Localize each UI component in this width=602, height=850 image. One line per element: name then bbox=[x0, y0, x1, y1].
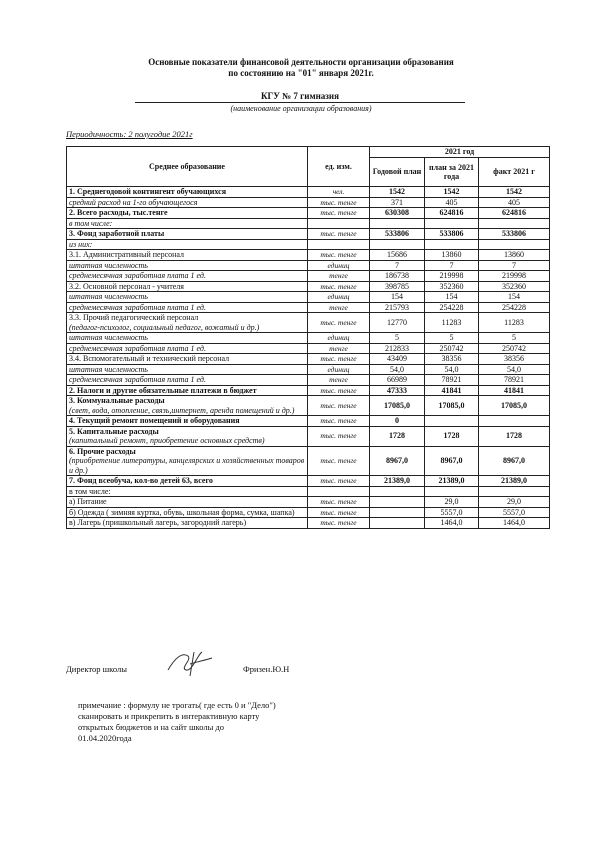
row-label: среднемесячная заработная плата 1 ед. bbox=[67, 343, 308, 354]
col-header-plan: Годовой план bbox=[370, 158, 425, 187]
row-value-v2: 41841 bbox=[425, 385, 479, 396]
row-value-v1: 47333 bbox=[370, 385, 425, 396]
table-row bbox=[67, 354, 550, 365]
table-row bbox=[67, 281, 550, 292]
row-value-v3: 5 bbox=[479, 333, 550, 344]
table-row bbox=[67, 497, 550, 508]
row-value-v3: 8967,0 bbox=[479, 446, 550, 476]
row-value-v2: 533806 bbox=[425, 229, 479, 240]
table-row bbox=[67, 476, 550, 487]
row-value-v2: 7 bbox=[425, 260, 479, 271]
row-value-v1: 0 bbox=[370, 416, 425, 427]
row-value-v2: 5557,0 bbox=[425, 507, 479, 518]
row-label: в) Лагерь (пришкольный лагерь, загородний лагерь) bbox=[67, 518, 308, 529]
periodicity: Периодичность: 2 полугодие 2021г bbox=[66, 129, 193, 139]
row-label: 3.4. Вспомогательный и технический персонал bbox=[67, 354, 308, 365]
row-value-v2: 250742 bbox=[425, 343, 479, 354]
row-label: среднемесячная заработная плата 1 ед. bbox=[67, 302, 308, 313]
row-value-v2: 1728 bbox=[425, 426, 479, 446]
row-unit bbox=[308, 218, 370, 229]
row-label: 3.1. Административный персонал bbox=[67, 250, 308, 261]
row-value-v3: 154 bbox=[479, 292, 550, 303]
table-row bbox=[67, 343, 550, 354]
row-value-v1: 186738 bbox=[370, 271, 425, 282]
row-value-v3: 5557,0 bbox=[479, 507, 550, 518]
table-row bbox=[67, 250, 550, 261]
row-value-v1 bbox=[370, 518, 425, 529]
org-name: КГУ № 7 гимназия bbox=[261, 91, 339, 101]
row-value-v2: 405 bbox=[425, 197, 479, 208]
row-value-v1: 8967,0 bbox=[370, 446, 425, 476]
row-unit: тыс. тенге bbox=[308, 354, 370, 365]
table-row bbox=[67, 486, 550, 497]
col-header-fact: факт 2021 г bbox=[479, 158, 550, 187]
row-unit: тыс. тенге bbox=[308, 250, 370, 261]
row-value-v1: 21389,0 bbox=[370, 476, 425, 487]
doc-title-line2: по состоянию на "01" января 2021г. bbox=[228, 68, 374, 78]
row-value-v1: 54,0 bbox=[370, 364, 425, 375]
row-value-v3: 533806 bbox=[479, 229, 550, 240]
row-unit: единиц bbox=[308, 260, 370, 271]
row-value-v2: 13860 bbox=[425, 250, 479, 261]
note-line-1: примечание : формулу не трогать( где есть 0 и "Дело") bbox=[78, 700, 276, 710]
row-value-v1: 7 bbox=[370, 260, 425, 271]
table-row bbox=[67, 507, 550, 518]
row-unit: тыс. тенге bbox=[308, 446, 370, 476]
row-value-v3: 78921 bbox=[479, 375, 550, 386]
row-unit: чел. bbox=[308, 187, 370, 198]
row-value-v2: 1464,0 bbox=[425, 518, 479, 529]
row-value-v2: 154 bbox=[425, 292, 479, 303]
row-label: 2. Всего расходы, тыс.тенге bbox=[67, 208, 308, 219]
row-value-v3 bbox=[479, 486, 550, 497]
table-row bbox=[67, 385, 550, 396]
row-value-v3: 29,0 bbox=[479, 497, 550, 508]
table-row bbox=[67, 333, 550, 344]
row-value-v1: 371 bbox=[370, 197, 425, 208]
row-value-v3: 405 bbox=[479, 197, 550, 208]
row-value-v1 bbox=[370, 486, 425, 497]
table-row bbox=[67, 239, 550, 250]
table-row bbox=[67, 416, 550, 427]
row-value-v1: 533806 bbox=[370, 229, 425, 240]
row-value-v2: 1542 bbox=[425, 187, 479, 198]
row-value-v2 bbox=[425, 486, 479, 497]
row-value-v2: 5 bbox=[425, 333, 479, 344]
row-value-v3 bbox=[479, 416, 550, 427]
row-value-v2: 29,0 bbox=[425, 497, 479, 508]
table-row bbox=[67, 396, 550, 416]
row-unit: тыс. тенге bbox=[308, 416, 370, 427]
table-row bbox=[67, 364, 550, 375]
row-unit: тенге bbox=[308, 302, 370, 313]
row-label: штатная численность bbox=[67, 260, 308, 271]
row-label: б) Одежда ( зимняя куртка, обувь, школьная форма, сумка, шапка) bbox=[67, 507, 308, 518]
col-header-plan2: план за 2021 года bbox=[425, 158, 479, 187]
row-label: из них: bbox=[67, 239, 308, 250]
row-value-v3: 7 bbox=[479, 260, 550, 271]
row-value-v3: 352360 bbox=[479, 281, 550, 292]
row-unit bbox=[308, 239, 370, 250]
row-value-v1: 5 bbox=[370, 333, 425, 344]
table-row bbox=[67, 313, 550, 333]
row-unit: единиц bbox=[308, 333, 370, 344]
row-value-v3: 1728 bbox=[479, 426, 550, 446]
row-label: штатная численность bbox=[67, 292, 308, 303]
row-value-v3: 624816 bbox=[479, 208, 550, 219]
row-value-v3: 41841 bbox=[479, 385, 550, 396]
row-value-v3: 54,0 bbox=[479, 364, 550, 375]
row-value-v1: 630308 bbox=[370, 208, 425, 219]
col-header-name: Среднее образование bbox=[67, 147, 308, 187]
row-value-v3: 38356 bbox=[479, 354, 550, 365]
row-label: 6. Прочие расходы (приобретение литературы, канцелярских и хозяйственных товаров и др.) bbox=[67, 446, 308, 476]
table-row bbox=[67, 208, 550, 219]
row-value-v1: 1542 bbox=[370, 187, 425, 198]
note-line-4: 01.04.2020года bbox=[78, 733, 132, 743]
director-label: Директор школы bbox=[66, 664, 127, 674]
row-value-v1 bbox=[370, 497, 425, 508]
row-value-v3: 13860 bbox=[479, 250, 550, 261]
table-row bbox=[67, 229, 550, 240]
director-signature bbox=[160, 648, 220, 678]
row-value-v1: 43409 bbox=[370, 354, 425, 365]
row-label: среднемесячная заработная плата 1 ед. bbox=[67, 375, 308, 386]
row-label: штатная численность bbox=[67, 333, 308, 344]
col-header-year: 2021 год bbox=[370, 147, 550, 158]
row-value-v2: 54,0 bbox=[425, 364, 479, 375]
row-value-v1: 15686 bbox=[370, 250, 425, 261]
row-sublabel: (свет, вода, отопление, связь,интернет, аренда помещений и др.) bbox=[69, 405, 295, 415]
org-name-underline bbox=[135, 102, 465, 103]
row-label: 5. Капитальные расходы (капитальный ремонт, приобретение основных средств) bbox=[67, 426, 308, 446]
row-label: 2. Налоги и другие обязательные платежи в бюджет bbox=[67, 385, 308, 396]
row-value-v2: 17085,0 bbox=[425, 396, 479, 416]
row-label: 1. Среднегодовой контингент обучающихся bbox=[67, 187, 308, 198]
row-unit: тенге bbox=[308, 343, 370, 354]
row-value-v2 bbox=[425, 416, 479, 427]
director-name: Фризен.Ю.Н bbox=[243, 664, 290, 674]
table-row bbox=[67, 518, 550, 529]
row-value-v2 bbox=[425, 218, 479, 229]
doc-title-line1: Основные показатели финансовой деятельности организации образования bbox=[148, 57, 454, 67]
row-label: 3. Фонд заработной платы bbox=[67, 229, 308, 240]
row-value-v3: 21389,0 bbox=[479, 476, 550, 487]
row-value-v1 bbox=[370, 507, 425, 518]
finance-table bbox=[66, 146, 550, 529]
row-value-v3: 1542 bbox=[479, 187, 550, 198]
row-value-v1: 66989 bbox=[370, 375, 425, 386]
row-unit bbox=[308, 486, 370, 497]
row-value-v2: 624816 bbox=[425, 208, 479, 219]
table-row bbox=[67, 187, 550, 198]
row-value-v2: 21389,0 bbox=[425, 476, 479, 487]
note-line-2: сканировать и прикрепить в интерактивную карту bbox=[78, 711, 260, 721]
row-value-v2: 78921 bbox=[425, 375, 479, 386]
row-value-v1: 215793 bbox=[370, 302, 425, 313]
row-unit: тыс. тенге bbox=[308, 476, 370, 487]
row-label: штатная численность bbox=[67, 364, 308, 375]
row-label: в том числе: bbox=[67, 218, 308, 229]
table-row bbox=[67, 271, 550, 282]
col-header-unit: ед. изм. bbox=[308, 147, 370, 187]
table-row bbox=[67, 218, 550, 229]
row-unit: тенге bbox=[308, 271, 370, 282]
row-value-v3: 250742 bbox=[479, 343, 550, 354]
row-value-v1: 212833 bbox=[370, 343, 425, 354]
row-value-v3: 254228 bbox=[479, 302, 550, 313]
table-row bbox=[67, 292, 550, 303]
row-value-v1: 17085,0 bbox=[370, 396, 425, 416]
row-label: 3. Коммунальные расходы (свет, вода, отопление, связь,интернет, аренда помещений и др.) bbox=[67, 396, 308, 416]
row-unit: тыс. тенге bbox=[308, 426, 370, 446]
row-value-v1: 154 bbox=[370, 292, 425, 303]
row-value-v1: 398785 bbox=[370, 281, 425, 292]
row-value-v1: 12770 bbox=[370, 313, 425, 333]
row-value-v3 bbox=[479, 239, 550, 250]
row-unit: тыс. тенге bbox=[308, 197, 370, 208]
row-value-v2: 8967,0 bbox=[425, 446, 479, 476]
row-label: среднемесячная заработная плата 1 ед. bbox=[67, 271, 308, 282]
row-unit: тенге bbox=[308, 375, 370, 386]
note-line-3: открытых бюджетов и на сайт школы до bbox=[78, 722, 225, 732]
row-unit: тыс. тенге bbox=[308, 497, 370, 508]
row-sublabel: (капитальный ремонт, приобретение основных средств) bbox=[69, 436, 265, 445]
row-label: 3.2. Основной персонал - учителя bbox=[67, 281, 308, 292]
row-label: 3.3. Прочий педагогический персонал (педагог-психолог, социальный педагог, вожатый и др.) bbox=[67, 313, 308, 333]
row-value-v2: 11283 bbox=[425, 313, 479, 333]
table-row bbox=[67, 446, 550, 476]
table-row bbox=[67, 302, 550, 313]
row-label: средний расход на 1-го обучающегося bbox=[67, 197, 308, 208]
table-row bbox=[67, 197, 550, 208]
row-unit: тыс. тенге bbox=[308, 229, 370, 240]
row-unit: тыс. тенге bbox=[308, 385, 370, 396]
org-caption: (наименование организации образования) bbox=[230, 104, 372, 113]
row-value-v2: 219998 bbox=[425, 271, 479, 282]
row-sublabel: (приобретение литературы, канцелярских и хозяйственных товаров и др.) bbox=[69, 456, 305, 475]
table-row bbox=[67, 375, 550, 386]
row-sublabel: (педагог-психолог, социальный педагог, вожатый и др.) bbox=[69, 322, 260, 332]
row-value-v3: 11283 bbox=[479, 313, 550, 333]
row-value-v1 bbox=[370, 239, 425, 250]
row-unit: тыс. тенге bbox=[308, 313, 370, 333]
row-unit: единиц bbox=[308, 364, 370, 375]
row-unit: тыс. тенге bbox=[308, 507, 370, 518]
table-row bbox=[67, 260, 550, 271]
row-label: 4. Текущий ремонт помещений и оборудования bbox=[67, 416, 308, 427]
row-value-v3: 17085,0 bbox=[479, 396, 550, 416]
row-unit: тыс. тенге bbox=[308, 518, 370, 529]
row-value-v1 bbox=[370, 218, 425, 229]
row-unit: тыс. тенге bbox=[308, 281, 370, 292]
row-label: в том числе: bbox=[67, 486, 308, 497]
row-value-v2: 352360 bbox=[425, 281, 479, 292]
row-unit: единиц bbox=[308, 292, 370, 303]
table-row bbox=[67, 426, 550, 446]
row-unit: тыс. тенге bbox=[308, 396, 370, 416]
row-value-v1: 1728 bbox=[370, 426, 425, 446]
row-value-v3: 1464,0 bbox=[479, 518, 550, 529]
row-label: 7. Фонд всеобуча, кол-во детей 63, всего bbox=[67, 476, 308, 487]
row-value-v2 bbox=[425, 239, 479, 250]
row-unit: тыс. тенге bbox=[308, 208, 370, 219]
row-value-v3 bbox=[479, 218, 550, 229]
row-label: а) Питание bbox=[67, 497, 308, 508]
row-value-v2: 254228 bbox=[425, 302, 479, 313]
row-value-v2: 38356 bbox=[425, 354, 479, 365]
row-value-v3: 219998 bbox=[479, 271, 550, 282]
